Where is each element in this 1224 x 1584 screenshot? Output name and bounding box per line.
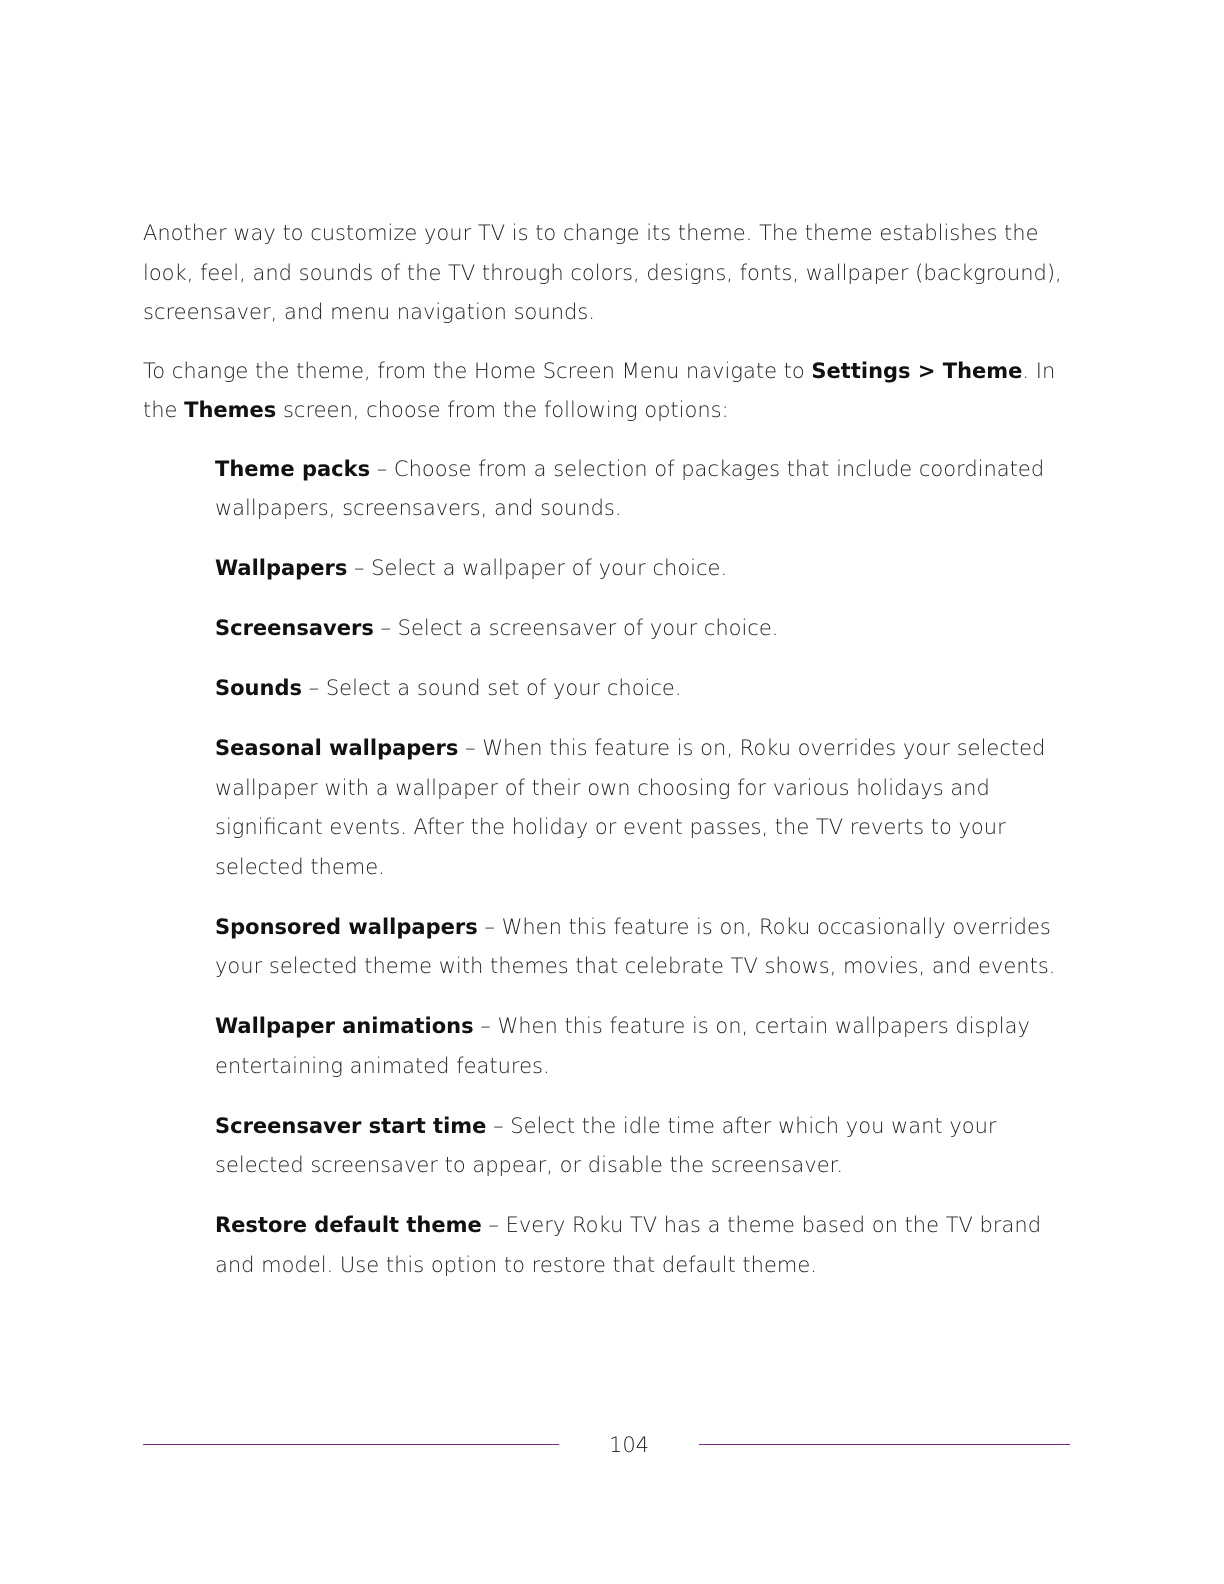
- option-term: Theme packs: [215, 456, 371, 481]
- option-description: – Every Roku TV has a theme based on the TV brand and model. Use this option to restore that default theme.: [215, 1213, 1042, 1277]
- navigation-text-start: To change the theme, from the Home Screen Menu navigate to: [143, 358, 812, 383]
- option-description: – When this feature is on, Roku occasionally overrides your selected theme with themes that celebrate TV shows, movies, and events.: [215, 914, 1056, 978]
- option-description: – Choose from a selection of packages that include coordinated wallpapers, screensavers, and sounds.: [215, 456, 1045, 520]
- intro-paragraph: [143, 214, 1073, 333]
- option-term: Sponsored wallpapers: [215, 914, 478, 939]
- option-sponsored-wallpapers: [215, 908, 1073, 987]
- option-wallpaper-animations: [215, 1007, 1073, 1086]
- option-description: – Select the idle time after which you want your selected screensaver to appear, or disable the screensaver.: [215, 1113, 997, 1177]
- navigation-text-middle: . In the: [143, 358, 1056, 422]
- page-number: 104: [608, 1433, 650, 1457]
- option-screensavers: [215, 609, 1073, 649]
- option-description: – Select a wallpaper of your choice.: [347, 556, 728, 580]
- option-description: – When this feature is on, certain wallpapers display entertaining animated features.: [215, 1014, 1030, 1078]
- option-theme-packs: [215, 450, 1073, 529]
- option-term: Wallpapers: [215, 556, 348, 580]
- option-term: Restore default theme: [215, 1213, 482, 1237]
- option-screensaver-start-time: [215, 1107, 1073, 1186]
- navigation-text-end: screen, choose from the following options:: [276, 398, 729, 422]
- theme-options-list: [215, 450, 1073, 1286]
- page-footer: [143, 1428, 1070, 1462]
- intro-text: Another way to customize your TV is to change its theme. The theme establishes the look, feel, and sounds of the TV through colors, designs, fonts, wallpaper (background), screensaver, and menu navigation sounds.: [143, 221, 1062, 324]
- option-seasonal-wallpapers: [215, 729, 1073, 887]
- option-term: Wallpaper animations: [215, 1014, 474, 1038]
- navigation-paragraph: [143, 352, 1073, 431]
- footer-rule-right: [699, 1444, 1070, 1445]
- option-term: Screensaver start time: [215, 1113, 487, 1138]
- option-description: – When this feature is on, Roku overrides your selected wallpaper with a wallpaper of their own choosing for various holidays and significant events. After the holiday or event passes, the TV reverts to your selected theme.: [215, 736, 1046, 879]
- option-description: – Select a screensaver of your choice.: [373, 616, 779, 640]
- option-term: Screensavers: [215, 616, 374, 640]
- option-term: Sounds: [215, 676, 302, 700]
- page-content: [143, 214, 1073, 1306]
- option-wallpapers: [215, 549, 1073, 589]
- option-restore-default-theme: [215, 1206, 1073, 1285]
- option-description: – Select a sound set of your choice.: [301, 676, 682, 700]
- footer-rule-left: [143, 1444, 559, 1445]
- option-sounds: [215, 669, 1073, 709]
- settings-path: Settings > Theme: [811, 358, 1023, 383]
- themes-screen-name: Themes: [184, 398, 277, 422]
- option-term: Seasonal wallpapers: [215, 736, 459, 760]
